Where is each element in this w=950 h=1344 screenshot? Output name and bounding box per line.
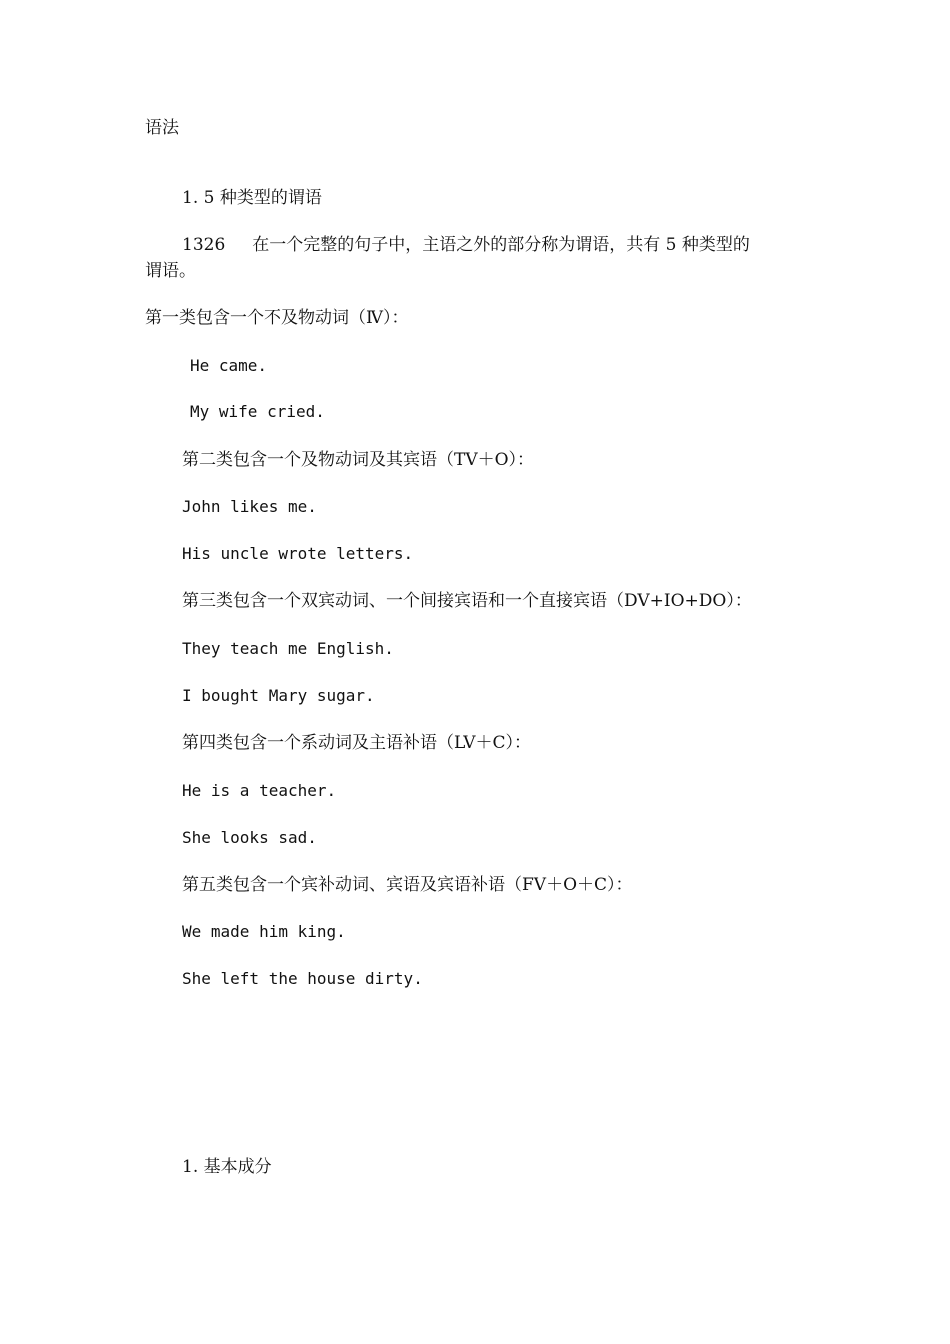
section-heading-basic-components: 1. 基本成分 <box>182 1157 272 1177</box>
type1-heading: 第一类包含一个不及物动词（Ⅳ）： <box>145 308 409 328</box>
type4-heading: 第四类包含一个系动词及主语补语（LV＋C）： <box>182 733 532 753</box>
type4-example-1: He is a teacher. <box>182 781 337 800</box>
type1-example-1: He came. <box>190 356 268 375</box>
type3-heading: 第三类包含一个双宾动词、一个间接宾语和一个直接宾语（DV+IO+DO）： <box>182 591 752 611</box>
type1-example-2: My wife cried. <box>190 402 325 421</box>
type2-heading: 第二类包含一个及物动词及其宾语（TV＋O）： <box>182 450 535 470</box>
type2-example-1: John likes me. <box>182 497 317 516</box>
document-title: 语法 <box>145 118 179 138</box>
type4-example-2: She looks sad. <box>182 828 317 847</box>
section-heading-predicate-types: 1. 5 种类型的谓语 <box>182 188 322 208</box>
type5-example-2: She left the house dirty. <box>182 969 423 988</box>
type2-example-2: His uncle wrote letters. <box>182 544 414 563</box>
intro-paragraph-line-2: 谓语。 <box>145 261 196 281</box>
intro-paragraph-line-1: 1326 在一个完整的句子中，主语之外的部分称为谓语，共有 5 种类型的 <box>182 235 750 255</box>
type5-heading: 第五类包含一个宾补动词、宾语及宾语补语（FV＋O＋C）： <box>182 875 633 895</box>
type5-example-1: We made him king. <box>182 922 346 941</box>
type3-example-2: I bought Mary sugar. <box>182 686 375 705</box>
type3-example-1: They teach me English. <box>182 639 394 658</box>
